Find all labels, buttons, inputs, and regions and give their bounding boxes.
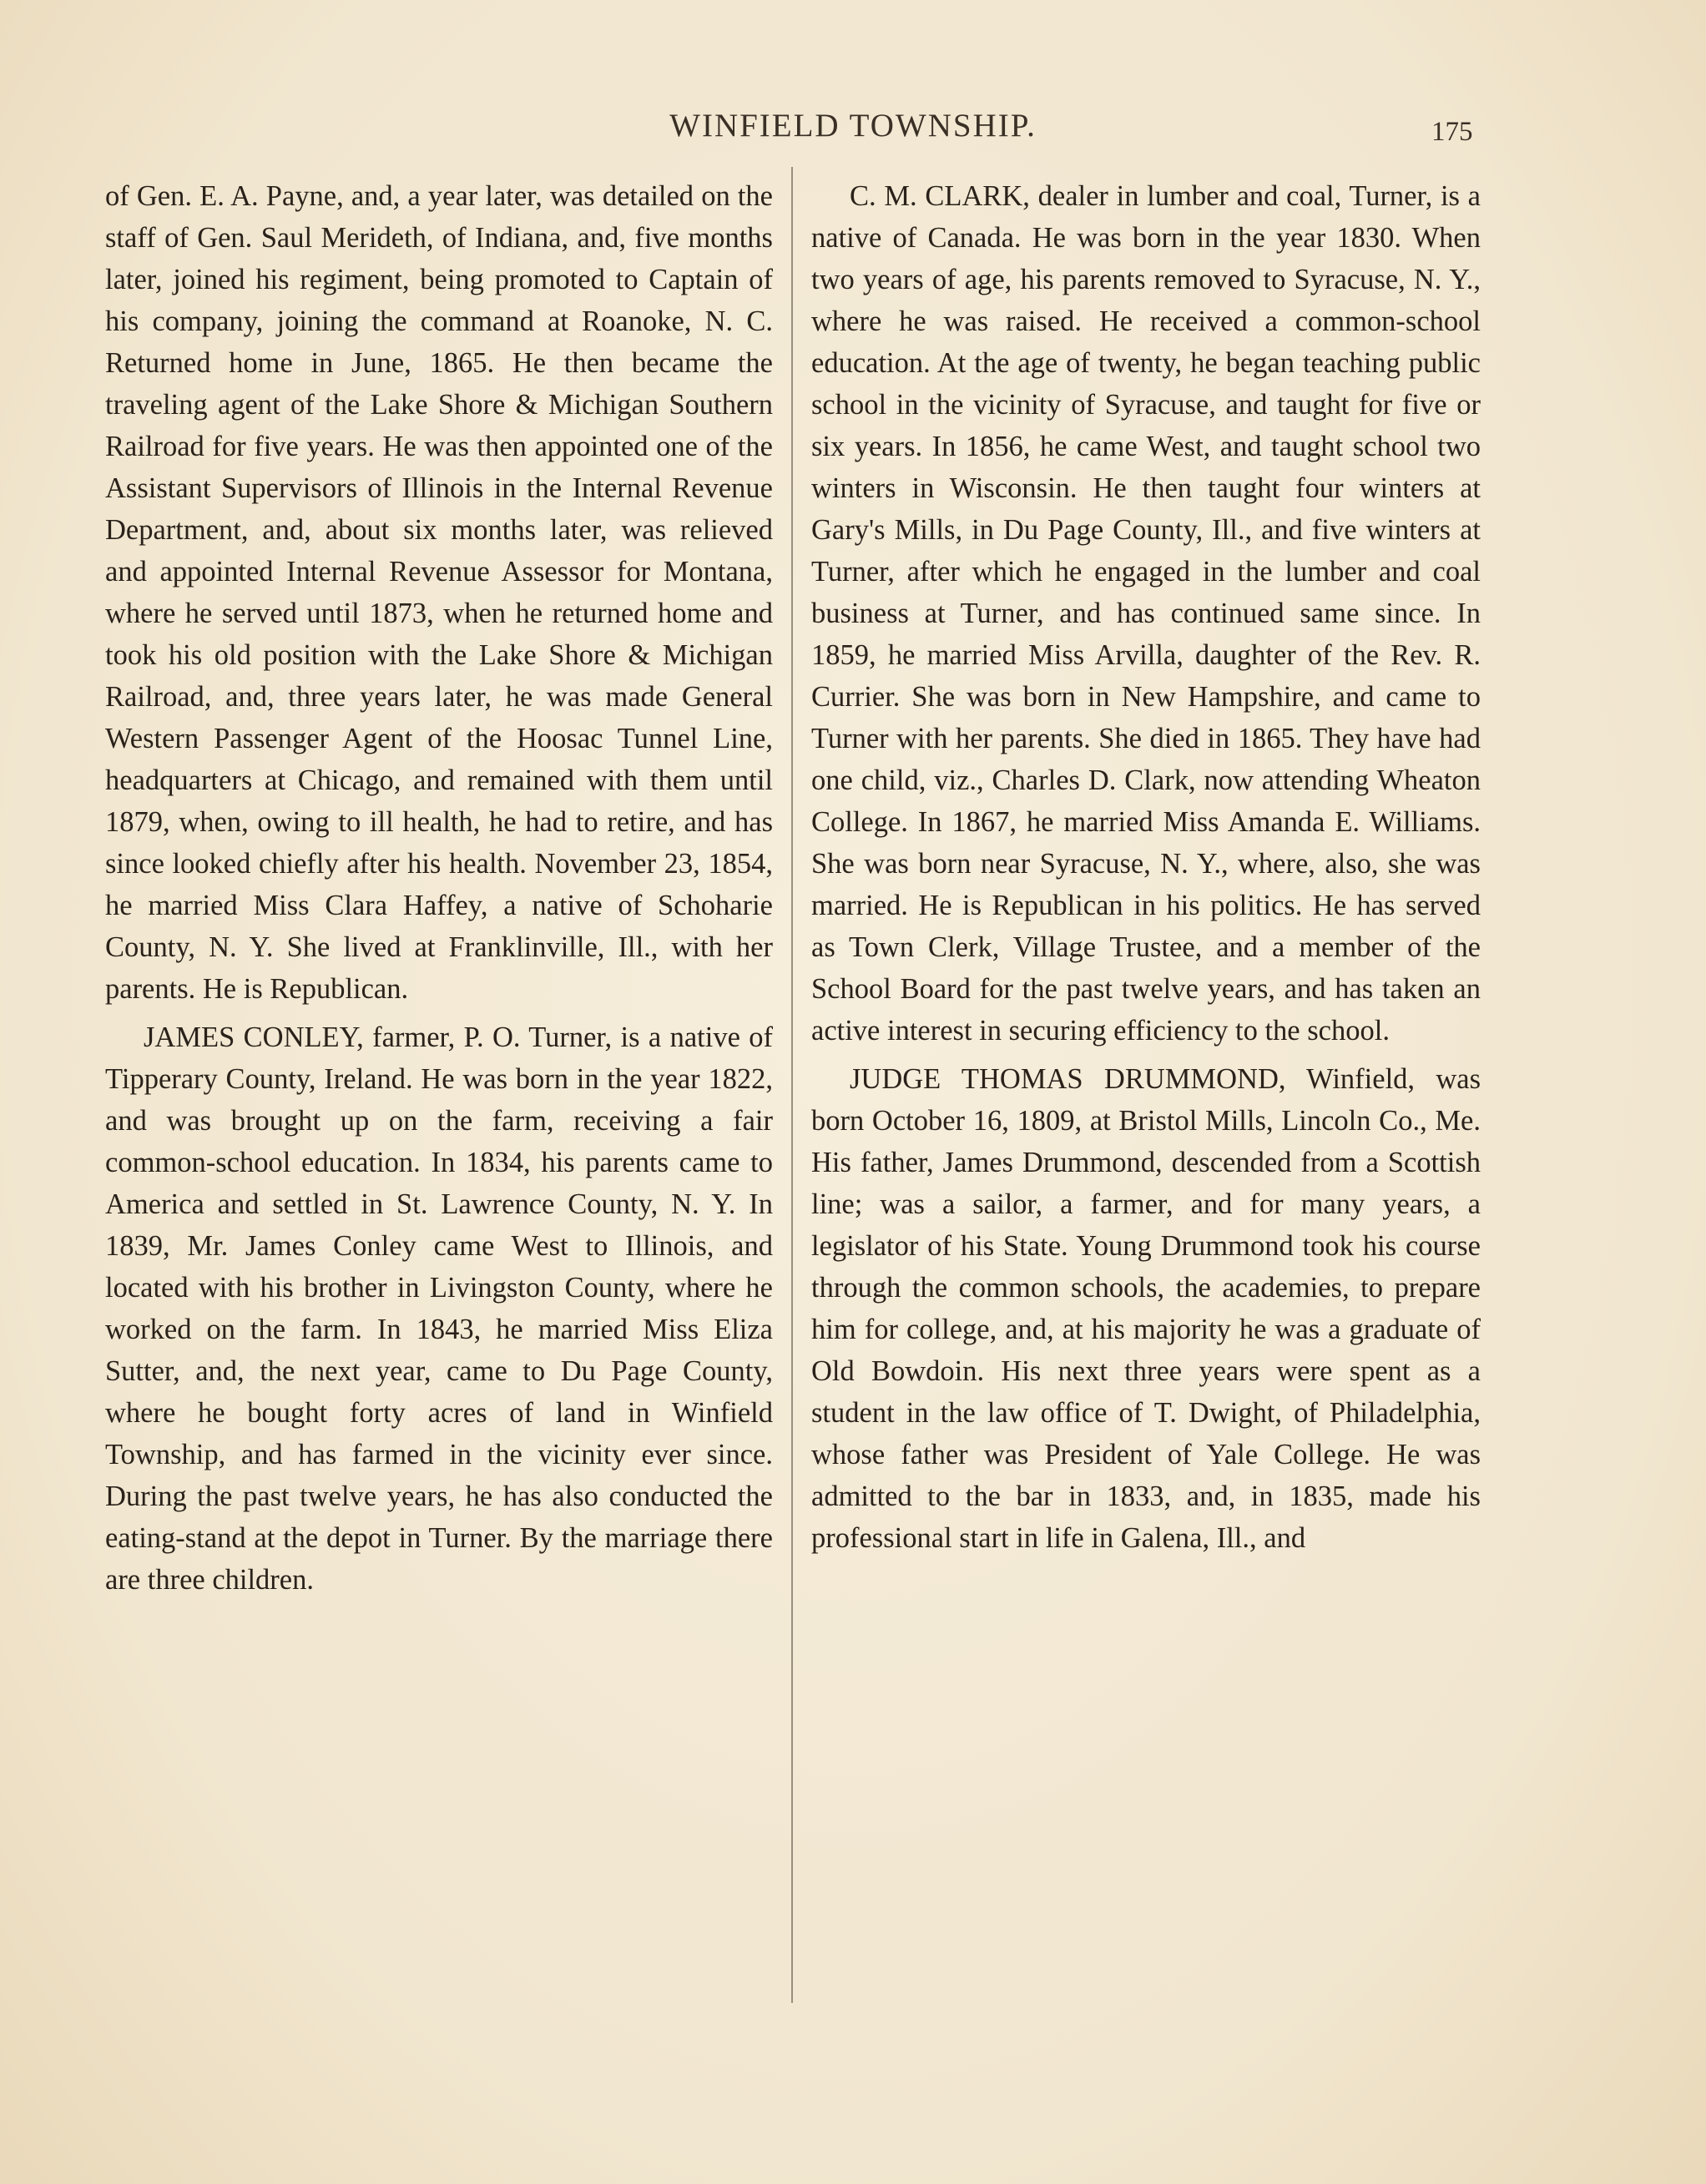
left-column bbox=[105, 175, 773, 1607]
paragraph-cm-clark: C. M. CLARK, dealer in lumber and coal, Turner, is a native of Canada. He was born in the year 1830. When two years of age, his parents removed to Syracuse, N. Y., where he was raised. He received a common-school education. At the age of twenty, he began teaching public school in the vicinity of Syracuse, and taught for five or six years. In 1856, he came West, and taught school two winters in Wisconsin. He then taught four winters at Gary's Mills, in Du Page County, Ill., and five winters at Turner, after which he engaged in the lumber and coal business at Turner, and has continued same since. In 1859, he married Miss Arvilla, daughter of the Rev. R. Currier. She was born in New Hampshire, and came to Turner with her parents. She died in 1865. They have had one child, viz., Charles D. Clark, now attending Wheaton College. In 1867, he married Miss Amanda E. Williams. She was born near Syracuse, N. Y., where, also, she was married. He is Republican in his politics. He has served as Town Clerk, Village Trustee, and a member of the School Board for the past twelve years, and has taken an active interest in securing efficiency to the school. bbox=[811, 180, 1481, 1047]
paragraph-james-conley: JAMES CONLEY, farmer, P. O. Turner, is a native of Tipperary County, Ireland. He was born in the year 1822, and was brought up on the farm, receiving a fair common-school education. In 1834, his parents came to America and settled in St. Lawrence County, N. Y. In 1839, Mr. James Conley came West to Illinois, and located with his brother in Livingston County, where he worked on the farm. In 1843, he married Miss Eliza Sutter, and, the next year, came to Du Page County, where he bought forty acres of land in Winfield Township, and has farmed in the vicinity ever since. During the past twelve years, he has also conducted the eating-stand at the depot in Turner. By the marriage there are three children. bbox=[105, 1021, 773, 1596]
running-head: WINFIELD TOWNSHIP. bbox=[669, 108, 1037, 144]
paragraph-payne-continued: of Gen. E. A. Payne, and, a year later, was detailed on the staff of Gen. Saul Merideth, of Indiana, and, five months later, joined his regiment, being promoted to Captain of his company, joining the command at Roanoke, N. C. Returned home in June, 1865. He then became the traveling agent of the Lake Shore & Michigan Southern Railroad for five years. He was then appointed one of the Assistant Supervisors of Illinois in the Internal Revenue Department, and, about six months later, was relieved and appointed Internal Revenue Assessor for Montana, where he served until 1873, when he returned home and took his old position with the Lake Shore & Michigan Railroad, and, three years later, he was made General Western Passenger Agent of the Hoosac Tunnel Line, headquarters at Chicago, and remained with them until 1879, when, owing to ill health, he had to retire, and has since looked chiefly after his health. November 23, 1854, he married Miss Clara Haffey, a native of Schoharie County, N. Y. She lived at Franklinville, Ill., with her parents. He is Republican. bbox=[105, 180, 773, 1005]
right-column bbox=[811, 175, 1481, 1566]
paragraph-thomas-drummond: JUDGE THOMAS DRUMMOND, Winfield, was born October 16, 1809, at Bristol Mills, Lincoln Co., Me. His father, James Drummond, descended from a Scottish line; was a sailor, a farmer, and for many years, a legislator of his State. Young Drummond took his course through the common schools, the academies, to prepare him for college, and, at his majority he was a graduate of Old Bowdoin. His next three years were spent as a student in the law office of T. Dwight, of Philadelphia, whose father was President of Yale College. He was admitted to the bar in 1833, and, in 1835, made his professional start in life in Galena, Ill., and bbox=[811, 1063, 1481, 1554]
page-number: 175 bbox=[1431, 117, 1473, 147]
column-divider bbox=[791, 167, 793, 2003]
